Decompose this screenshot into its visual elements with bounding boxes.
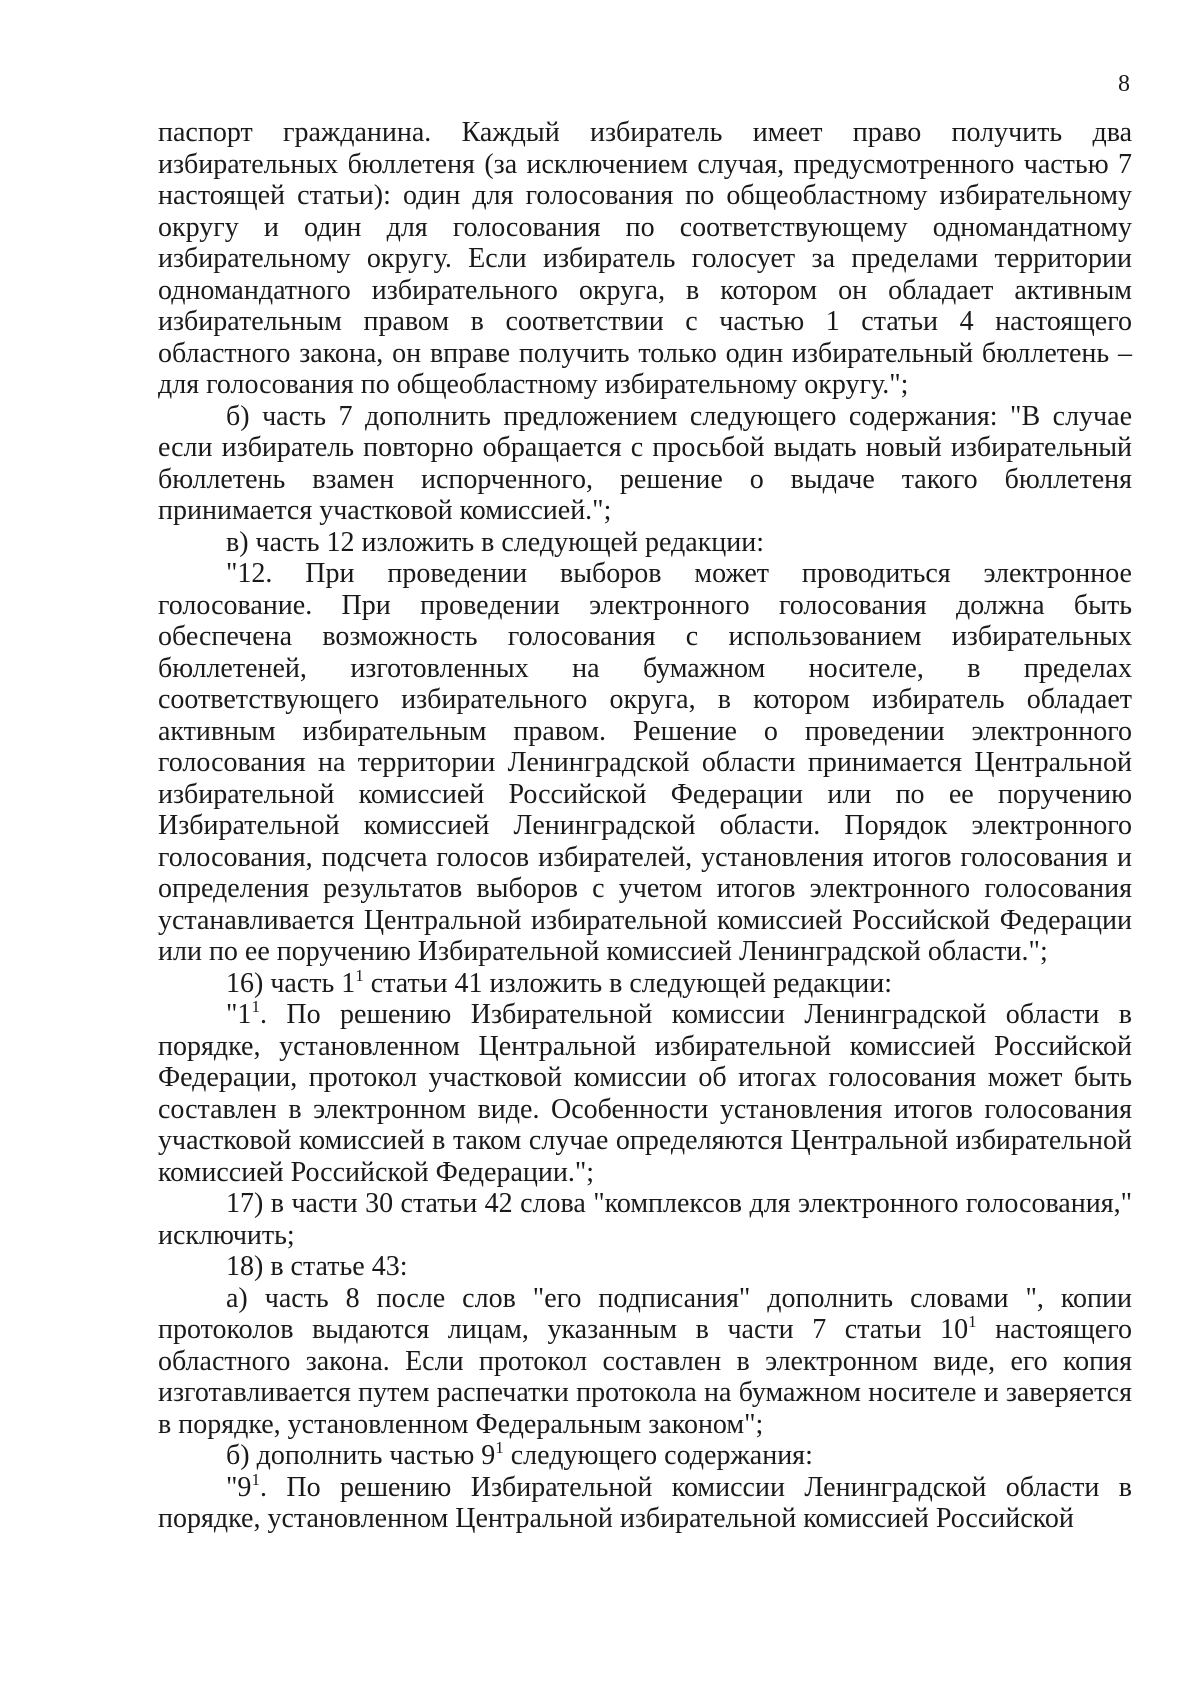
- paragraph-text: "1: [226, 999, 252, 1030]
- paragraph-text: б) часть 7 дополнить предложением следующего содержания: "В случае если избиратель повторно обращается с просьбой выдать новый избирательный бюллетень взамен испорченного, решение о выдаче такого бюллетеня принимается участковой комиссией.";: [158, 400, 1132, 526]
- superscript-index: 1: [251, 1469, 260, 1489]
- paragraph-electronic-voting: [158, 558, 1132, 968]
- paragraph-text: . По решению Избирательной комиссии Ленинградской области в порядке, установленном Центральной избирательной комиссией Российской Федерации, протокол участковой комиссии об итогах голосования может быть составлен в электронном виде. Особенности установления итогов голосования участковой комиссией в таком случае определяются Центральной избирательной комиссией Российской Федерации.";: [158, 999, 1132, 1188]
- paragraph-item-18a: [158, 1283, 1132, 1441]
- paragraph-text: "12. При проведении выборов может проводиться электронное голосование. При проведении электронного голосования должна быть обеспечена возможность голосования с использованием избирательных бюллетеней, изготовленных на бумажном носителе, в пределах соответствующего избирательного округа, в котором избиратель обладает активным избирательным правом. Решение о проведении электронного голосования на территории Ленинградской области принимается Центральной избирательной комиссией Российской Федерации или по ее поручению Избирательной комиссией Ленинградской области. Порядок электронного голосования, подсчета голосов избирателей, установления итогов голосования и определения результатов выборов с учетом итогов электронного голосования устанавливается Центральной избирательной комиссией Российской Федерации или по ее поручению Избирательной комиссией Ленинградской области.";: [158, 558, 1132, 967]
- paragraph-text: . По решению Избирательной комиссии Ленинградской области в порядке, установленном Центральной избирательной комиссией Российской: [158, 1471, 1132, 1534]
- paragraph-text: 18) в статье 43:: [226, 1251, 408, 1282]
- paragraph-text: в) часть 12 изложить в следующей редакции:: [226, 526, 765, 558]
- paragraph-text: паспорт гражданина. Каждый избиратель имеет право получить два избирательных бюллетеня (за исключением случая, предусмотренного частью 7 настоящей статьи): один для голосования по общеобластному избирательному округу и один для голосования по соответствующему одномандатному избирательному округу. Если избиратель голосует за пределами территории одномандатного избирательного округа, в котором он обладает активным избирательным правом в соответствии с частью 1 статьи 4 настоящего областного закона, он вправе получить только один избирательный бюллетень – для голосования по общеобластному избирательному округу.";: [158, 117, 1132, 400]
- paragraph-ballots-continued: [158, 117, 1132, 401]
- paragraph-electronic-protocol: [158, 999, 1132, 1188]
- paragraph-item-18b: [158, 1440, 1132, 1472]
- superscript-index: 1: [251, 997, 260, 1016]
- paragraph-text: следующего содержания:: [503, 1440, 813, 1471]
- superscript-index: 1: [495, 1438, 504, 1457]
- superscript-index: 1: [968, 1312, 977, 1331]
- paragraph-text: 17) в части 30 статьи 42 слова "комплексов для электронного голосования," исключить;: [158, 1188, 1132, 1251]
- paragraph-text: статьи 41 изложить в следующей редакции:: [363, 967, 893, 999]
- page-number: 8: [1118, 71, 1130, 97]
- paragraph-amendment-b-part7: [158, 401, 1132, 527]
- paragraph-text: б) дополнить частью 9: [226, 1440, 496, 1471]
- paragraph-amendment-v-part12: [158, 527, 1132, 559]
- paragraph-text: 16) часть 1: [226, 967, 356, 999]
- paragraph-part-9-1: [158, 1469, 1132, 1535]
- paragraph-text: "9: [226, 1471, 252, 1503]
- paragraph-text: настоящего областного закона. Если протокол составлен в электронном виде, его копия изготавливается путем распечатки протокола на бумажном носителе и заверяется в порядке, установленном Федеральным законом";: [158, 1314, 1133, 1440]
- superscript-index: 1: [355, 965, 364, 985]
- paragraph-text: а) часть 8 после слов "его подписания" дополнить словами ", копии протоколов выдаются лицам, указанным в части 7 статьи 10: [158, 1282, 1132, 1345]
- document-body: [158, 117, 1132, 1535]
- paragraph-item-17: [158, 1188, 1132, 1251]
- paragraph-item-18: [158, 1251, 1132, 1283]
- paragraph-item-16: [158, 965, 1132, 1000]
